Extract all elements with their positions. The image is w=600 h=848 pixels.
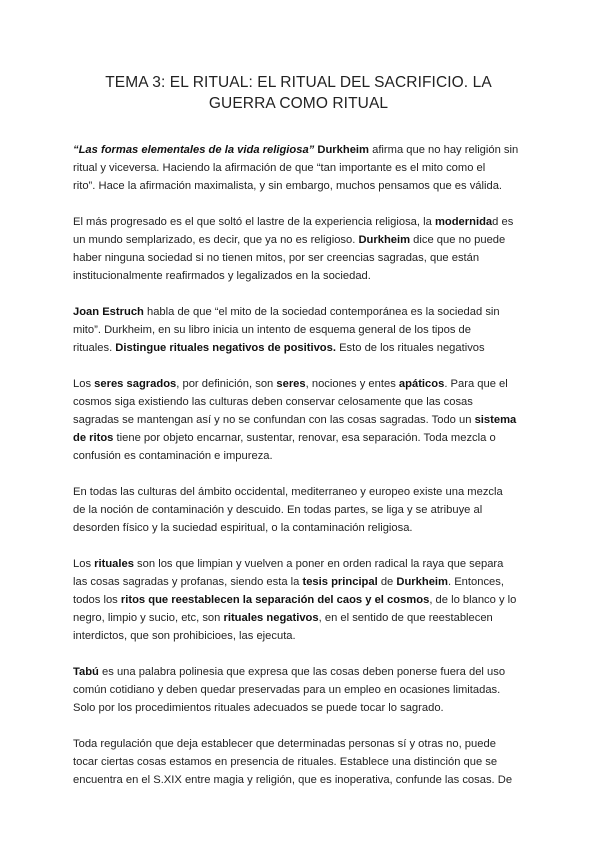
book-title: “Las formas elementales de la vida religiosa” xyxy=(73,144,315,156)
author-name: Durkheim xyxy=(396,576,448,588)
paragraph-line: las cosas sagradas y profanas, siendo esta la tesis principal de Durkheim. Entonces, xyxy=(73,576,504,588)
paragraph-1 xyxy=(73,141,524,195)
paragraph-line: encuentra en el S.XIX entre magia y religión, que es inoperativa, confunde las cosas. De xyxy=(73,774,513,786)
paragraph-line: negro, limpio y sucio, etc, son rituales negativos, en el sentido de que reestablecen xyxy=(73,612,493,624)
paragraph-line: rituales. Distingue rituales negativos de positivos. Esto de los rituales negativos xyxy=(73,342,485,354)
paragraph-line: ritual y viceversa. Haciendo la afirmación de que “tan importante es el mito como el xyxy=(73,162,486,174)
paragraph-line: tocar ciertas cosas estamos en presencia de rituales. Establece una distinción que se xyxy=(73,756,498,768)
paragraph-line: “Las formas elementales de la vida religiosa” Durkheim afirma que no hay religión sin xyxy=(73,144,519,156)
author-name: Durkheim xyxy=(358,234,411,246)
paragraph-line: de la noción de contaminación y descuido. En todas partes, se liga y se atribuye al xyxy=(73,504,483,516)
paragraph-line: mito”. Durkheim, en su libro inicia un intento de esquema general de los tipos de xyxy=(73,324,471,336)
paragraph-line: interdictos, que son prohibicioes, las ejecuta. xyxy=(73,630,296,642)
title-line-1: TEMA 3: EL RITUAL: EL RITUAL DEL SACRIFICIO. LA xyxy=(105,74,492,91)
paragraph-line: Solo por los procedimientos rituales adecuados se puede tocar lo sagrado. xyxy=(73,702,444,714)
paragraph-line: rito”. Hace la afirmación maximalista, y sin embargo, muchos pensamos que es válida. xyxy=(73,180,503,192)
paragraph-3 xyxy=(73,303,524,357)
paragraph-line: Joan Estruch habla de que “el mito de la sociedad contemporánea es la sociedad sin xyxy=(73,306,500,318)
paragraph-line: Toda regulación que deja establecer que determinadas personas sí y otras no, puede xyxy=(73,738,496,750)
paragraph-line: haber ninguna sociedad si no tienen mitos, por ser creencias sagradas, que están xyxy=(73,252,480,264)
title-line-2: GUERRA COMO RITUAL xyxy=(208,95,389,112)
paragraph-line: común cotidiano y deben quedar preservadas para un empleo en ocasiones limitadas. xyxy=(73,684,501,696)
paragraph-6 xyxy=(73,555,524,645)
paragraph-line: sagradas se mantengan así y no se confundan con las cosas sagradas. Todo un sistema xyxy=(73,414,517,426)
paragraph-line: institucionalmente reafirmados y legalizados en la sociedad. xyxy=(73,270,371,282)
paragraph-line: cosmos siga existiendo las culturas deben conservar celosamente que las cosas xyxy=(73,396,473,408)
paragraph-line: desorden físico y la suciedad espiritual, o la contaminación religiosa. xyxy=(73,522,413,534)
paragraph-line: confusión es contaminación e impureza. xyxy=(73,450,273,462)
paragraph-line: En todas las culturas del ámbito occidental, mediterraneo y europeo existe una mezcla xyxy=(73,486,503,498)
paragraph-line: un mundo semplarizado, es decir, que ya no es religioso. Durkheim dice que no puede xyxy=(73,234,506,246)
paragraph-line: Los rituales son los que limpian y vuelven a poner en orden radical la raya que separa xyxy=(73,558,504,570)
paragraph-line: Los seres sagrados, por definición, son seres, nociones y entes apáticos. Para que el xyxy=(73,378,508,390)
paragraph-line: Tabú es una palabra polinesia que expresa que las cosas deben ponerse fuera del uso xyxy=(73,666,506,678)
paragraph-2 xyxy=(73,213,524,285)
author-name: Joan Estruch xyxy=(73,306,144,318)
paragraph-line: de ritos tiene por objeto encarnar, sustentar, renovar, esa separación. Toda mezcla o xyxy=(73,432,496,444)
page-title xyxy=(83,72,514,114)
paragraph-4 xyxy=(73,375,524,465)
paragraph-line: El más progresado es el que soltó el lastre de la experiencia religiosa, la modernidad es xyxy=(73,216,514,228)
paragraph-7 xyxy=(73,663,524,717)
author-name: Durkheim xyxy=(317,144,369,156)
paragraph-8 xyxy=(73,735,524,789)
paragraph-5 xyxy=(73,483,524,537)
paragraph-line: todos los ritos que reestablecen la separación del caos y el cosmos, de lo blanco y lo xyxy=(73,594,517,606)
